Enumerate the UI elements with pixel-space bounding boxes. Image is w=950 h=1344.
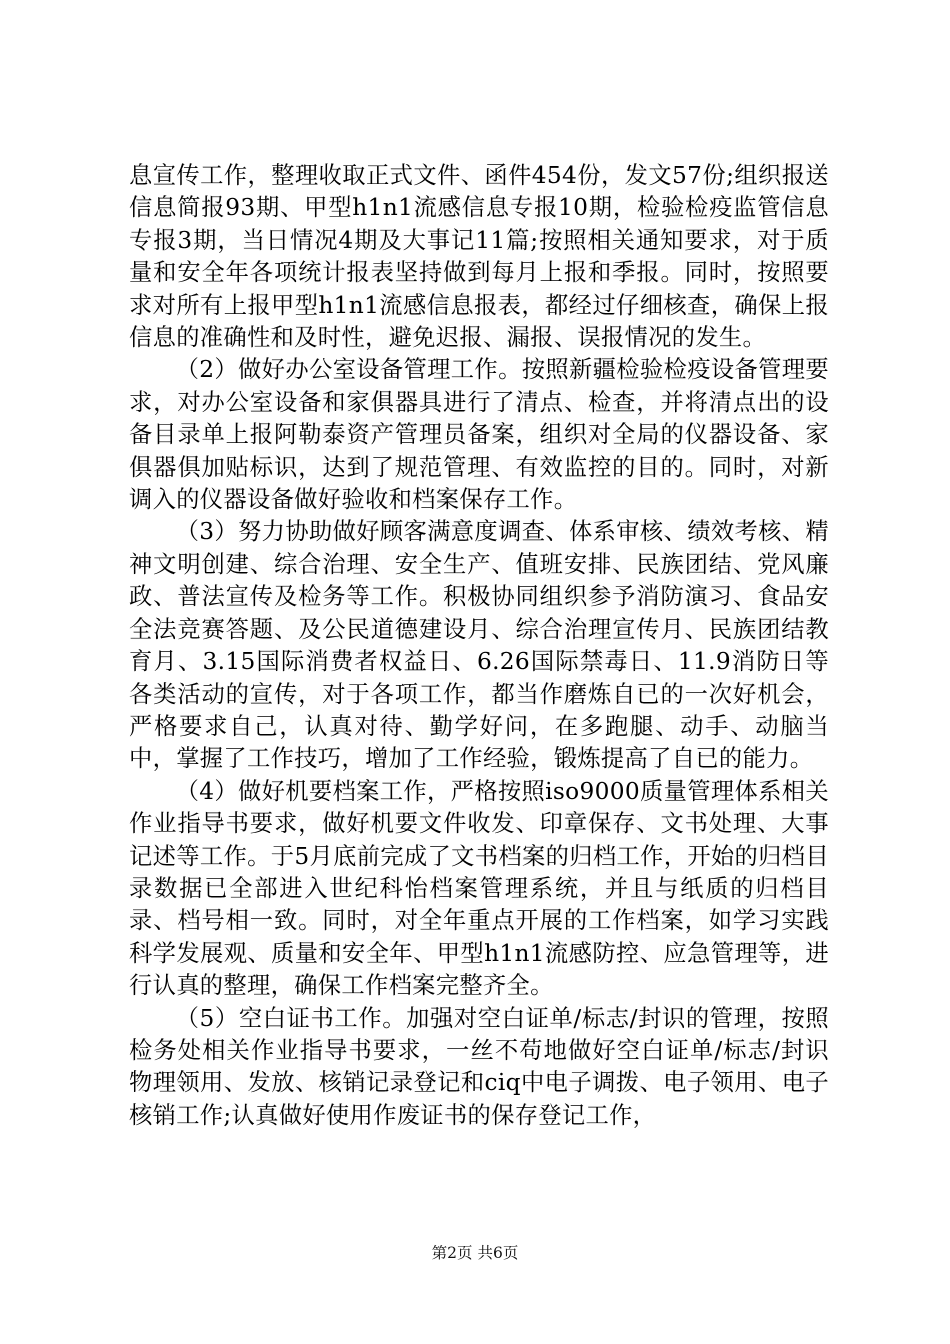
document-body (129, 160, 829, 1132)
paragraph-4-confidential-archives: （4）做好机要档案工作，严格按照iso9000质量管理体系相关作业指导书要求，做好机要文件收发、印章保存、文书处理、大事记述等工作。于5月底前完成了文书档案的归档工作，开始的归档目录数据已全部进入世纪科怡档案管理系统，并且与纸质的归档目录、档号相一致。同时，对全年重点开展的工作档案，如学习实践科学发展观、质量和安全年、甲型h1n1流感防控、应急管理等，进行认真的整理，确保工作档案完整齐全。 (129, 777, 829, 1000)
paragraph-2-office-equipment: （2）做好办公室设备管理工作。按照新疆检验检疫设备管理要求，对办公室设备和家俱器具进行了清点、检查，并将清点出的设备目录单上报阿勒泰资产管理员备案，组织对全局的仪器设备、家俱器俱加贴标识，达到了规范管理、有效监控的目的。同时，对新调入的仪器设备做好验收和档案保存工作。 (129, 356, 829, 514)
paragraph-continued: 息宣传工作，整理收取正式文件、函件454份，发文57份;组织报送信息简报93期、甲型h1n1流感信息专报10期，检验检疫监管信息专报3期，当日情况4期及大事记11篇;按照相关通知要求，对于质量和安全年各项统计报表坚持做到每月上报和季报。同时，按照要求对所有上报甲型h1n1流感信息报表，都经过仔细核查，确保上报信息的准确性和及时性，避免迟报、漏报、误报情况的发生。 (129, 162, 829, 352)
paragraph-3-assist-work: （3）努力协助做好顾客满意度调查、体系审核、绩效考核、精神文明创建、综合治理、安全生产、值班安排、民族团结、党风廉政、普法宣传及检务等工作。积极协同组织参予消防演习、食品安全法竞赛答题、及公民道德建设月、综合治理宣传月、民族团结教育月、3.15国际消费者权益日、6.26国际禁毒日、11.9消防日等各类活动的宣传，对于各项工作，都当作磨炼自已的一次好机会，严格要求自己，认真对待、勤学好问，在多跑腿、动手、动脑当中，掌握了工作技巧，增加了工作经验，锻炼提高了自已的能力。 (129, 518, 829, 773)
page-footer: 第2页 共6页 (431, 1244, 519, 1262)
paragraph-5-blank-certificates: （5）空白证书工作。加强对空白证单/标志/封识的管理，按照检务处相关作业指导书要求，一丝不苟地做好空白证单/标志/封识物理领用、发放、核销记录登记和ciq中电子调拨、电子领用、电子核销工作;认真做好使用作废证书的保存登记工作， (129, 1004, 829, 1129)
